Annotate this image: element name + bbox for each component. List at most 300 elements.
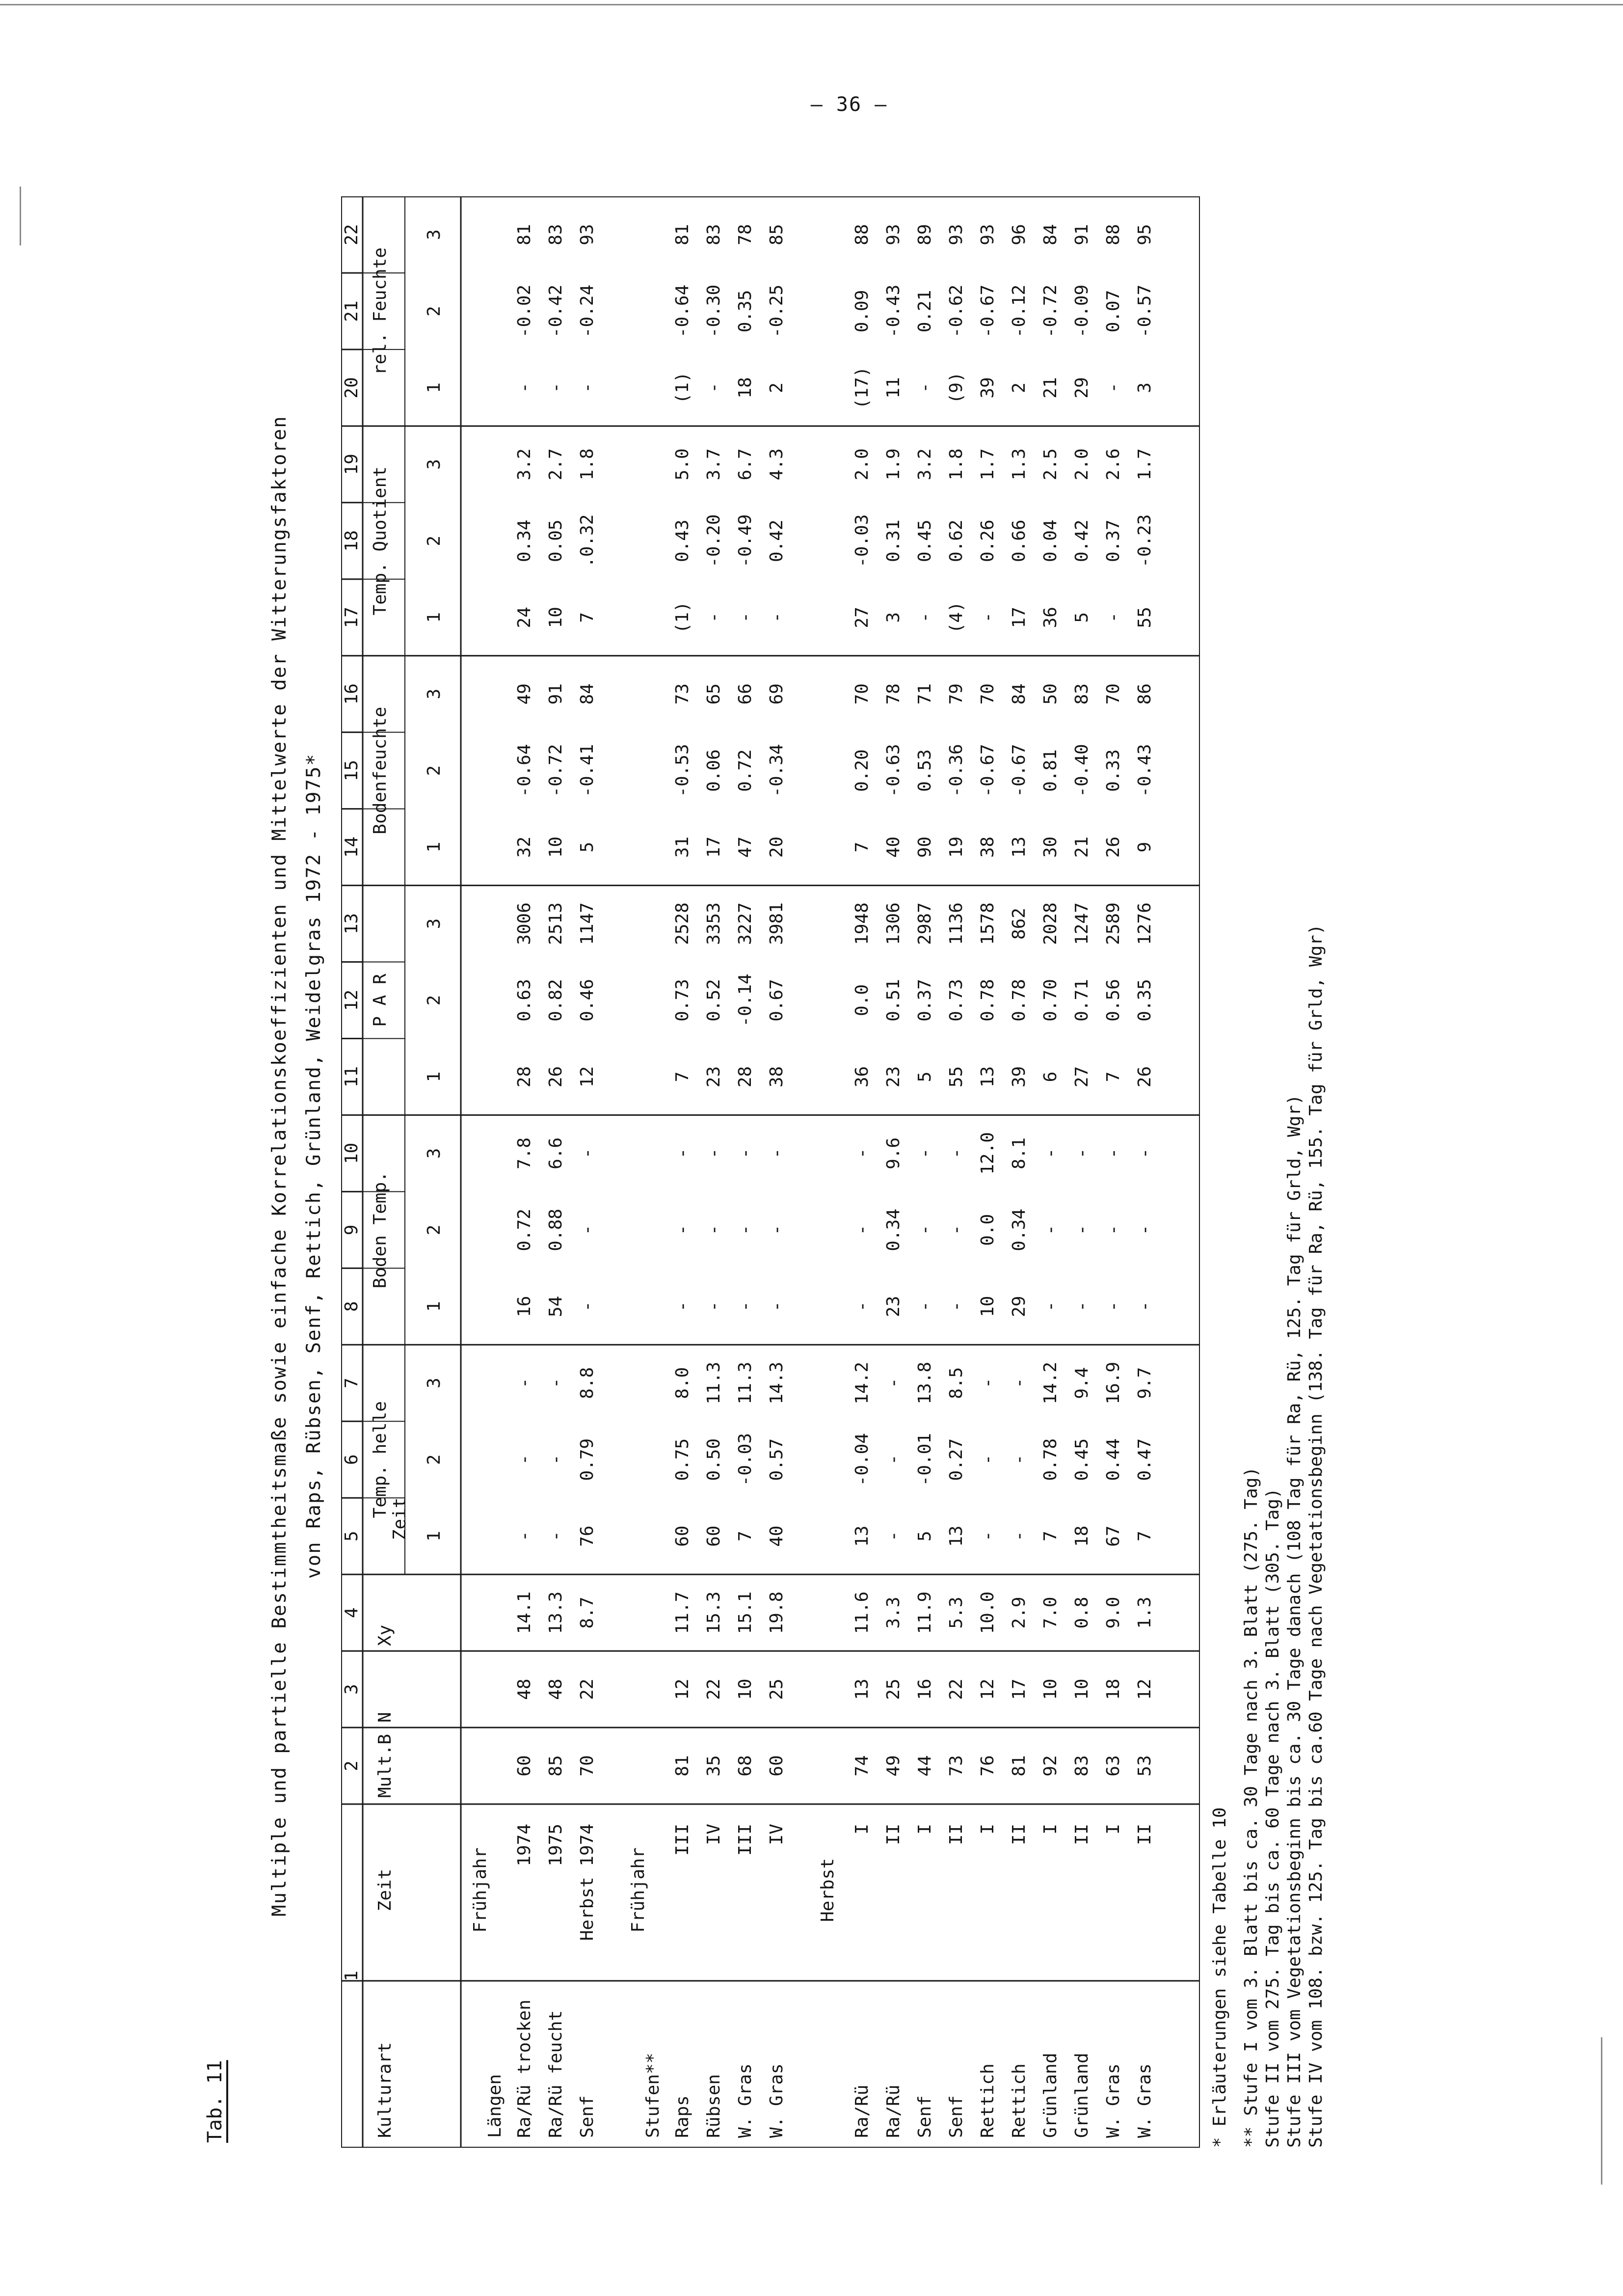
section-zeit: Frühjahr [628, 1847, 648, 1933]
table-cell: 48 [514, 1678, 534, 1700]
table-cell: 7 [1135, 1531, 1155, 1542]
table-cell: 29 [1072, 377, 1092, 399]
column-number: 22 [342, 224, 362, 245]
table-cell: 54 [546, 1296, 566, 1318]
row-zeit: IV [767, 1824, 787, 1845]
table-cell: 74 [852, 1755, 872, 1777]
header-subcolumn: 3 [424, 229, 444, 240]
table-cell: 39 [1009, 1066, 1029, 1088]
column-number: 20 [342, 377, 362, 399]
section-label: Längen [485, 2074, 505, 2138]
table-cell: 0.66 [1009, 519, 1029, 563]
table-cell: 65 [704, 683, 724, 705]
table-cell: 8.0 [672, 1367, 692, 1399]
table-cell: 20 [767, 836, 787, 858]
table-cell: 83 [1072, 1755, 1092, 1777]
table-cell: 5.0 [672, 448, 692, 481]
table-cell: 0.34 [883, 1209, 904, 1251]
rotated-table-sheet [164, 184, 1490, 2148]
table-cell: 84 [1040, 224, 1061, 245]
table-cell: 28 [514, 1066, 534, 1088]
table-cell: - [915, 382, 935, 393]
table-cell: 13.3 [546, 1591, 566, 1634]
column-number: 10 [342, 1142, 362, 1164]
table-cell: -0.03 [852, 514, 872, 567]
table-cell: 0.42 [1072, 519, 1092, 563]
table-cell: 7 [735, 1531, 755, 1542]
table-cell: -0.25 [767, 284, 787, 338]
table-cell: - [704, 1301, 724, 1312]
table-cell: 0.51 [883, 979, 904, 1022]
table-cell: 862 [1009, 908, 1029, 940]
table-cell: -0.42 [546, 284, 566, 338]
table-cell: 81 [1009, 1755, 1029, 1777]
table-cell: 93 [978, 224, 998, 245]
table-cell: 1276 [1135, 902, 1155, 945]
table-cell: - [883, 1378, 904, 1389]
table-cell: 13 [1009, 836, 1029, 858]
table-cell: -0.09 [1072, 284, 1092, 338]
table-cell: 0.27 [946, 1438, 966, 1481]
table-cell: - [1040, 1224, 1061, 1236]
table-cell: -0.72 [546, 744, 566, 797]
table-cell: 55 [946, 1066, 966, 1088]
row-zeit: III [672, 1824, 692, 1856]
table-cell: 0.42 [767, 519, 787, 563]
table-cell: - [1135, 1148, 1155, 1159]
table-cell: 25 [767, 1678, 787, 1700]
table-cell: - [1135, 1301, 1155, 1312]
header-mult-b: Mult.B [375, 1734, 395, 1798]
table-cell: 5 [1072, 612, 1092, 623]
row-kulturart: Senf [946, 2095, 966, 2138]
scan-left-mark [20, 187, 21, 245]
table-cell: - [915, 612, 935, 623]
table-cell: - [1040, 1148, 1061, 1159]
header-subcolumn: 2 [424, 995, 444, 1006]
table-cell: 0.31 [883, 519, 904, 563]
table-cell: 23 [883, 1066, 904, 1088]
table-cell: 96 [1009, 224, 1029, 245]
table-cell: 18 [1072, 1525, 1092, 1547]
table-cell: - [852, 1148, 872, 1159]
table-cell: 27 [852, 607, 872, 628]
table-cell: 90 [915, 836, 935, 858]
table-cell: 1.9 [883, 448, 904, 481]
column-number: 8 [342, 1301, 362, 1312]
table-cell: 91 [1072, 224, 1092, 245]
table-cell: 60 [767, 1755, 787, 1777]
table-cell: 0.34 [514, 519, 534, 563]
table-cell: -0.36 [946, 744, 966, 797]
header-kulturart: Kulturart [375, 2042, 395, 2138]
table-cell: 3353 [704, 902, 724, 945]
table-cell: - [1009, 1531, 1029, 1542]
table-cell: 36 [852, 1066, 872, 1088]
table-cell: 8.8 [577, 1367, 597, 1399]
table-cell: 11.7 [672, 1591, 692, 1634]
table-cell: 1948 [852, 902, 872, 945]
table-cell: 3.2 [514, 448, 534, 481]
column-number: 6 [342, 1454, 362, 1465]
column-number: 2 [342, 1760, 362, 1771]
table-cell: - [1135, 1224, 1155, 1236]
table-cell: 10 [546, 836, 566, 858]
row-zeit: I [1040, 1824, 1061, 1835]
table-cell: - [767, 1301, 787, 1312]
table-cell: (1) [672, 372, 692, 404]
row-zeit: II [1009, 1824, 1029, 1845]
table-cell: 17 [704, 836, 724, 858]
row-zeit: I [852, 1824, 872, 1835]
table-cell: 16 [514, 1296, 534, 1318]
table-cell: 70 [852, 683, 872, 705]
table-cell: 30 [1040, 836, 1061, 858]
table-cell: - [767, 612, 787, 623]
table-cell: 28 [735, 1066, 755, 1088]
table-cell: 0.52 [704, 979, 724, 1022]
table-cell: -0.41 [577, 744, 597, 797]
table-cell: 8.7 [577, 1596, 597, 1629]
table-cell: -0.24 [577, 284, 597, 338]
header-subcolumn: 2 [424, 765, 444, 776]
row-kulturart: Senf [577, 2095, 597, 2138]
table-cell: 66 [735, 683, 755, 705]
header-subcolumn: 3 [424, 918, 444, 929]
column-number: 3 [342, 1684, 362, 1695]
footnote-5: Stufe IV vom 108. bzw. 125. Tag bis ca.60 Tage nach Vegetationsbeginn (138. Tag für Ra, Rü, 155. Tag für Grld, Wgr) [1306, 924, 1326, 2148]
row-kulturart: Grünland [1072, 2053, 1092, 2138]
footnote-3: Stufe II vom 275. Tag bis ca. 60 Tage nach 3. Blatt (305. Tag) [1263, 1488, 1283, 2148]
table-cell: 5 [915, 1531, 935, 1542]
header-rel-feuchte: rel. Feuchte [370, 247, 390, 375]
row-kulturart: Grünland [1040, 2053, 1061, 2138]
header-subcolumn: 1 [424, 1301, 444, 1312]
table-cell: 15.1 [735, 1591, 755, 1634]
table-cell: -0.49 [735, 514, 755, 567]
table-cell: -0.43 [1135, 744, 1155, 797]
table-cell: 0.07 [1103, 290, 1123, 333]
table-cell: 32 [514, 836, 534, 858]
table-cell: -0.67 [978, 284, 998, 338]
table-cell: 39 [978, 377, 998, 399]
table-cell: 0.35 [735, 290, 755, 333]
column-number: 14 [342, 836, 362, 858]
table-cell: 0.73 [946, 979, 966, 1022]
table-cell: 0.33 [1103, 749, 1123, 792]
table-cell: - [1103, 1224, 1123, 1236]
table-cell: 19.8 [767, 1591, 787, 1634]
table-cell: 78 [735, 224, 755, 245]
table-cell: 9.6 [883, 1137, 904, 1169]
table-cell: 69 [767, 683, 787, 705]
table-cell: 3 [1135, 382, 1155, 393]
table-cell: 60 [672, 1525, 692, 1547]
table-cell: -0.40 [1072, 744, 1092, 797]
table-cell: 29 [1009, 1296, 1029, 1318]
table-cell: -0.02 [514, 284, 534, 338]
table-cell: 88 [1103, 224, 1123, 245]
row-zeit: 1975 [546, 1824, 566, 1866]
table-cell: 4.3 [767, 448, 787, 481]
row-kulturart: Ra/Rü trocken [514, 1999, 534, 2138]
column-number: 7 [342, 1378, 362, 1389]
table-cell: - [767, 1224, 787, 1236]
table-cell: 11.3 [735, 1361, 755, 1405]
column-number: 5 [342, 1531, 362, 1542]
table-cell: 19 [946, 836, 966, 858]
table-cell: 70 [978, 683, 998, 705]
table-cell: 22 [704, 1678, 724, 1700]
row-kulturart: Raps [672, 2095, 692, 2138]
table-cell: 7 [1103, 1071, 1123, 1082]
table-cell: - [1072, 1224, 1092, 1236]
table-cell: - [1103, 612, 1123, 623]
table-cell: 76 [577, 1525, 597, 1547]
table-cell: 9 [1135, 841, 1155, 853]
row-zeit: II [946, 1824, 966, 1845]
table-cell: 89 [915, 224, 935, 245]
table-cell: - [1072, 1301, 1092, 1312]
table-cell: 10.0 [978, 1591, 998, 1634]
table-cell: 81 [672, 224, 692, 245]
table-cell: 18 [1103, 1678, 1123, 1700]
table-cell: - [704, 612, 724, 623]
table-cell: 22 [946, 1678, 966, 1700]
table-label: Tab. 11 [204, 2060, 226, 2143]
table-cell: -0.64 [514, 744, 534, 797]
table-cell: 0.78 [1009, 979, 1029, 1022]
table-cell: 12 [1135, 1678, 1155, 1700]
table-cell: 53 [1135, 1755, 1155, 1777]
table-cell: -0.20 [704, 514, 724, 567]
table-cell: 0.71 [1072, 979, 1092, 1022]
column-number: 13 [342, 913, 362, 935]
table-cell: 0.26 [978, 519, 998, 563]
table-cell: 5.3 [946, 1596, 966, 1629]
table-cell: - [672, 1224, 692, 1236]
table-cell: 73 [672, 683, 692, 705]
table-cell: - [735, 1224, 755, 1236]
table-cell: 21 [1040, 377, 1061, 399]
table-cell: 3.2 [915, 448, 935, 481]
table-cell: -0.43 [883, 284, 904, 338]
row-zeit: I [978, 1824, 998, 1835]
table-cell: 68 [735, 1755, 755, 1777]
table-cell: 24 [514, 607, 534, 628]
table-cell: 73 [946, 1755, 966, 1777]
table-cell: - [514, 1531, 534, 1542]
header-subcolumn: 1 [424, 382, 444, 393]
table-cell: 11.6 [852, 1591, 872, 1634]
table-cell: 0.47 [1135, 1438, 1155, 1481]
table-cell: 1247 [1072, 902, 1092, 945]
table-cell: 0.09 [852, 290, 872, 333]
table-cell: - [1040, 1301, 1061, 1312]
table-cell: 0.72 [735, 749, 755, 792]
table-cell: 2 [1009, 382, 1029, 393]
row-kulturart: W. Gras [1103, 2063, 1123, 2138]
table-cell: 13 [852, 1678, 872, 1700]
table-cell: - [546, 1454, 566, 1465]
table-cell: 13 [946, 1525, 966, 1547]
table-cell: 10 [1040, 1678, 1061, 1700]
table-cell: 2528 [672, 902, 692, 945]
table-cell: 93 [946, 224, 966, 245]
table-cell: - [735, 1301, 755, 1312]
table-cell: 38 [978, 836, 998, 858]
table-cell: 3006 [514, 902, 534, 945]
table-cell: 83 [1072, 683, 1092, 705]
row-kulturart: W. Gras [735, 2063, 755, 2138]
table-cell: 1.8 [577, 448, 597, 481]
table-cell: 2.5 [1040, 448, 1061, 481]
column-number: 16 [342, 683, 362, 705]
table-cell: 0.63 [514, 979, 534, 1022]
table-cell: 12 [978, 1678, 998, 1700]
table-cell: - [978, 1454, 998, 1465]
table-cell: - [1009, 1454, 1029, 1465]
footnote-1: * Erläuterungen siehe Tabelle 10 [1210, 1807, 1230, 2148]
table-cell: 26 [546, 1066, 566, 1088]
table-cell: 84 [577, 683, 597, 705]
table-cell: 1.3 [1135, 1596, 1155, 1629]
section-label: Stufen** [643, 2053, 663, 2138]
row-kulturart: Ra/Rü [852, 2084, 872, 2138]
row-kulturart: W. Gras [1135, 2063, 1155, 2138]
table-cell: 0.56 [1103, 979, 1123, 1022]
column-number: 19 [342, 454, 362, 475]
table-cell: (4) [946, 601, 966, 634]
table-cell: 38 [767, 1066, 787, 1088]
table-cell: 7.8 [514, 1137, 534, 1169]
table-cell: - [915, 1148, 935, 1159]
table-cell: 1147 [577, 902, 597, 945]
table-cell: 55 [1135, 607, 1155, 628]
table-cell: -0.67 [978, 744, 998, 797]
column-number: 17 [342, 607, 362, 628]
table-cell: 10 [978, 1296, 998, 1318]
title-line-2: von Raps, Rübsen, Senf, Rettich, Grünland, Weidelgras 1972 - 1975* [303, 753, 325, 1579]
table-cell: - [577, 1301, 597, 1312]
table-cell: 0.82 [546, 979, 566, 1022]
header-temp-quotient: Temp. Quotient [370, 466, 390, 616]
table-cell: 1136 [946, 902, 966, 945]
table-cell: 0.78 [1040, 1438, 1061, 1481]
column-number: 11 [342, 1066, 362, 1088]
header-bodenfeuchte: Bodenfeuchte [370, 706, 390, 835]
table-cell: - [978, 1531, 998, 1542]
row-zeit: IV [704, 1824, 724, 1845]
table-cell: 5 [577, 841, 597, 853]
table-cell: - [1103, 1148, 1123, 1159]
table-cell: 81 [672, 1755, 692, 1777]
table-cell: 40 [883, 836, 904, 858]
row-kulturart: Ra/Rü [883, 2084, 904, 2138]
row-zeit: I [915, 1824, 935, 1835]
table-cell: 9.0 [1103, 1596, 1123, 1629]
section-zeit: Herbst [818, 1858, 838, 1922]
column-number: 18 [342, 530, 362, 552]
table-cell: 35 [704, 1755, 724, 1777]
table-cell: 0.34 [1009, 1209, 1029, 1251]
table-cell: 12 [577, 1066, 597, 1088]
table-cell: -0.64 [672, 284, 692, 338]
table-cell: 50 [1040, 683, 1061, 705]
table-title [263, 184, 331, 2148]
header-subcolumn: 2 [424, 535, 444, 546]
table-cell: 13.8 [915, 1361, 935, 1405]
table-cell: 6 [1040, 1071, 1061, 1082]
table-cell: - [1072, 1148, 1092, 1159]
footnote-4: Stufe III vom Vegetationsbeginn bis ca. 30 Tage danach (108 Tag für Ra, Rü, 125. Tag für Grld, Wgr) [1284, 1094, 1304, 2148]
footnote-2: ** Stufe I vom 3. Blatt bis ca. 30 Tage nach 3. Blatt (275. Tag) [1241, 1466, 1261, 2148]
table-cell: - [704, 1148, 724, 1159]
table-cell: -0.30 [704, 284, 724, 338]
table-cell: - [577, 382, 597, 393]
table-cell: 2.0 [1072, 448, 1092, 481]
header-subcolumn: 1 [424, 841, 444, 853]
table-cell: -0.72 [1040, 284, 1061, 338]
table-cell: - [735, 612, 755, 623]
table-cell: 14.1 [514, 1591, 534, 1634]
table-cell: 13 [978, 1066, 998, 1088]
table-cell: -0.34 [767, 744, 787, 797]
table-cell: 85 [546, 1755, 566, 1777]
header-zeit: Zeit [375, 1868, 395, 1912]
row-zeit: II [1135, 1824, 1155, 1845]
table-cell: 48 [546, 1678, 566, 1700]
table-cell: 23 [704, 1066, 724, 1088]
column-number: 21 [342, 300, 362, 322]
table-cell: 12 [672, 1678, 692, 1700]
table-cell: 60 [514, 1755, 534, 1777]
table-cell: 49 [883, 1755, 904, 1777]
table-cell: 10 [546, 607, 566, 628]
title-line-1: Multiple und partielle Bestimmtheitsmaße sowie einfache Korrelationskoeffizienten und Mittelwerte der Witterungsfaktoren [268, 415, 291, 1917]
table-cell: 0.0 [852, 984, 872, 1017]
header-subcolumn: 3 [424, 1378, 444, 1389]
table-cell: 31 [672, 836, 692, 858]
table-cell: -0.03 [735, 1433, 755, 1486]
table-cell: 2513 [546, 902, 566, 945]
table-cell: 40 [767, 1525, 787, 1547]
row-zeit: II [883, 1824, 904, 1845]
section-zeit: Frühjahr [470, 1847, 490, 1933]
table-cell: 11.9 [915, 1591, 935, 1634]
table-cell: 3.7 [704, 448, 724, 481]
data-table [341, 196, 1200, 2148]
table-cell: 3.3 [883, 1596, 904, 1629]
table-cell: 14.3 [767, 1361, 787, 1405]
header-temp-helle-zeit-2: Zeit [390, 1497, 410, 1540]
table-cell: -0.62 [946, 284, 966, 338]
table-cell: 2.9 [1009, 1596, 1029, 1629]
table-cell: 2589 [1103, 902, 1123, 945]
table-cell: - [704, 1224, 724, 1236]
table-cell: 17 [1009, 607, 1029, 628]
table-cell: 0.8 [1072, 1596, 1092, 1629]
table-cell: 0.88 [546, 1209, 566, 1251]
table-cell: 16.9 [1103, 1361, 1123, 1405]
table-cell: 22 [577, 1678, 597, 1700]
table-cell: 11.3 [704, 1361, 724, 1405]
table-cell: 7 [672, 1071, 692, 1082]
table-cell: 91 [546, 683, 566, 705]
table-cell: 2987 [915, 902, 935, 945]
table-cell: 7 [577, 612, 597, 623]
table-cell: 79 [946, 683, 966, 705]
